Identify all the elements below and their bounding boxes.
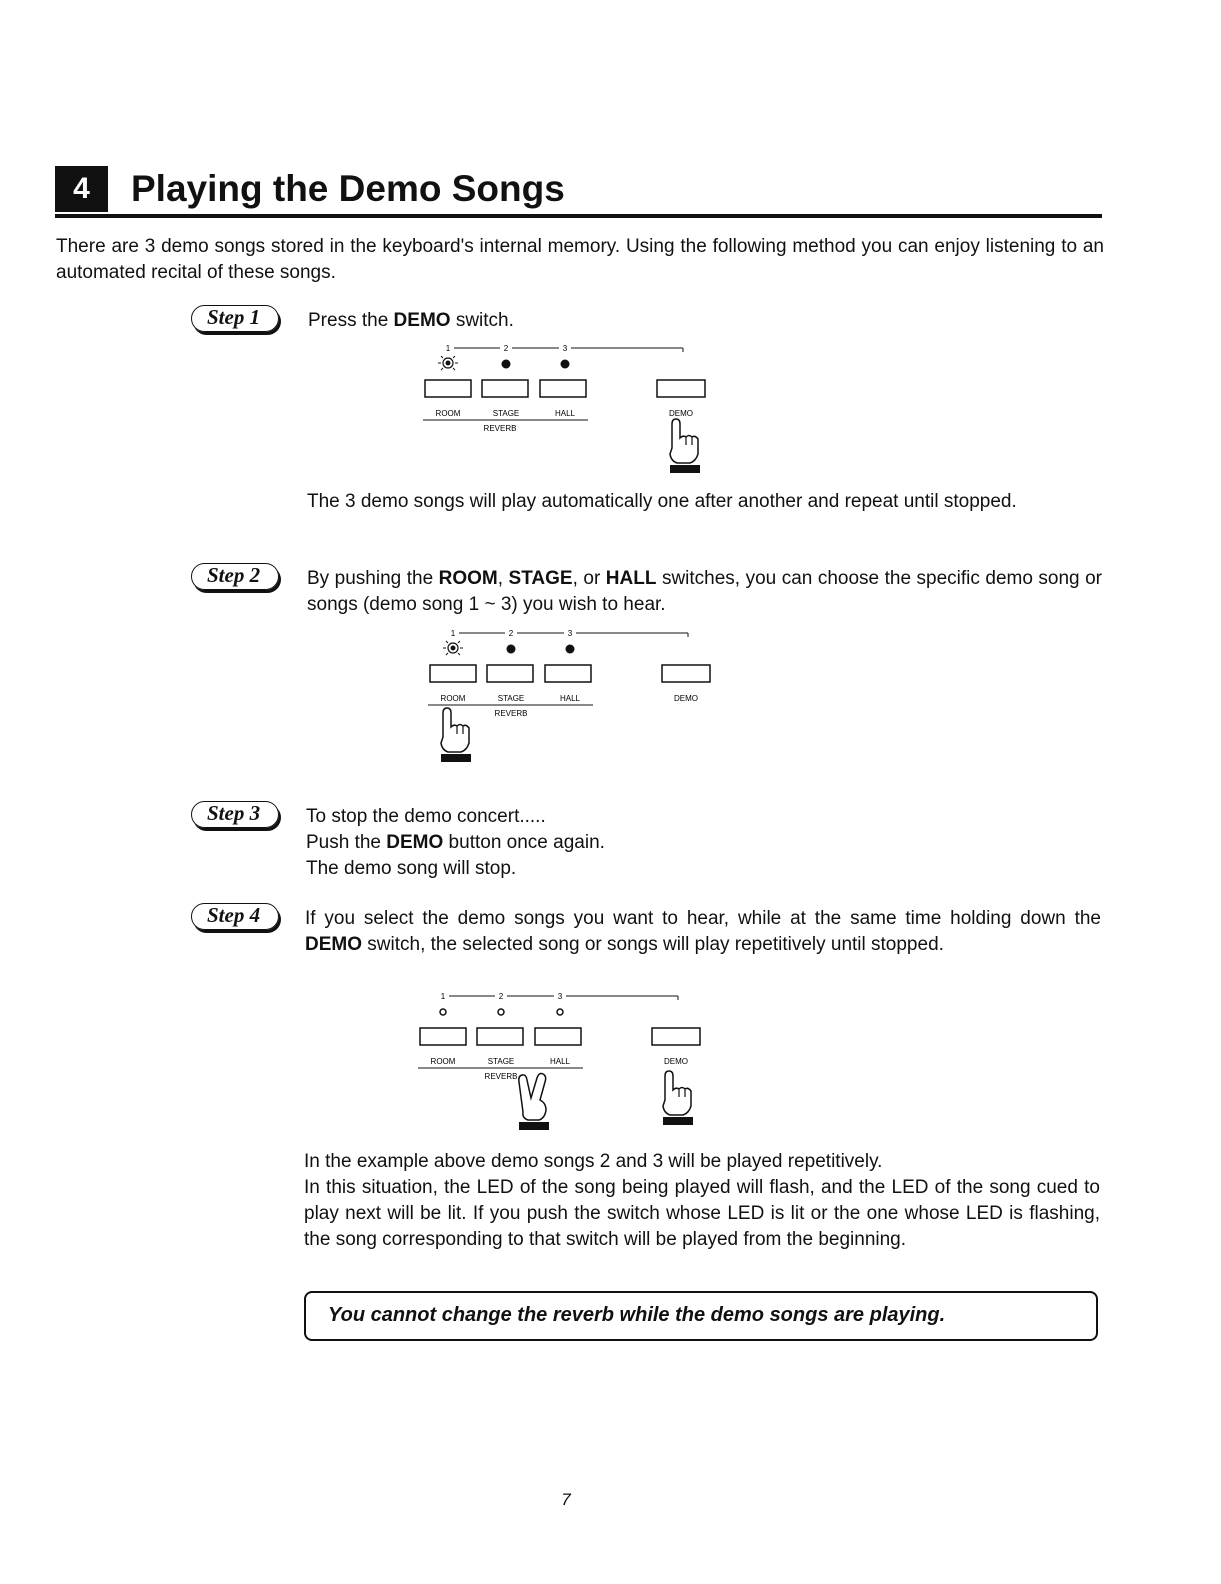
step-3-badge: Step 3 xyxy=(191,801,279,828)
led-number-2: 2 xyxy=(503,344,509,353)
room-button xyxy=(430,665,476,682)
hall-button xyxy=(545,665,591,682)
pressing-hand-icon xyxy=(663,1071,693,1125)
panel-diagram-step-1 xyxy=(420,340,720,485)
hall-label: HALL xyxy=(549,1057,571,1066)
demo-label: DEMO xyxy=(664,1057,688,1066)
section-title: Playing the Demo Songs xyxy=(131,168,565,209)
step-4-instruction: If you select the demo songs you want to hear, while at the same time holding down the DEMO switch, the selected song or songs will play repetitively until stopped. xyxy=(305,908,1101,955)
pressing-hand-icon xyxy=(670,419,700,473)
led-lit-icon xyxy=(502,360,511,369)
step-3-line-2: Push the DEMO button once again. xyxy=(306,832,605,853)
stage-label: STAGE xyxy=(492,409,520,418)
demo-button xyxy=(652,1028,700,1045)
led-lit-icon xyxy=(566,645,575,654)
stage-button xyxy=(477,1028,523,1045)
panel-diagram-step-4 xyxy=(415,988,715,1138)
hall-label: HALL xyxy=(559,694,581,703)
step-3-line-1: To stop the demo concert..... xyxy=(306,806,546,827)
stage-label: STAGE xyxy=(497,694,525,703)
stage-button xyxy=(482,380,528,397)
led-off-icon xyxy=(440,1009,446,1015)
led-flashing-icon xyxy=(443,641,463,655)
room-button xyxy=(420,1028,466,1045)
panel-diagram-step-2 xyxy=(425,625,725,775)
step-3-line-3: The demo song will stop. xyxy=(306,858,517,879)
section-divider xyxy=(55,214,1102,218)
stage-button xyxy=(487,665,533,682)
step-4-example: In the example above demo songs 2 and 3 will be played repetitively. xyxy=(304,1151,883,1172)
led-lit-icon xyxy=(507,645,516,654)
led-flashing-icon xyxy=(438,356,458,370)
led-number-2: 2 xyxy=(508,629,514,638)
pressing-hand-icon xyxy=(441,708,471,762)
led-number-1: 1 xyxy=(445,344,451,353)
led-lit-icon xyxy=(561,360,570,369)
page-number: 7 xyxy=(561,1490,571,1509)
demo-label: DEMO xyxy=(674,694,698,703)
hall-button xyxy=(540,380,586,397)
room-label: ROOM xyxy=(440,694,466,703)
step-1-result: The 3 demo songs will play automatically one after another and repeat until stopped. xyxy=(307,491,1017,512)
intro-paragraph: There are 3 demo songs stored in the keyboard's internal memory. Using the following method you can enjoy listening to an automated recital of these songs. xyxy=(56,236,1104,283)
led-number-1: 1 xyxy=(450,629,456,638)
step-1-badge: Step 1 xyxy=(191,305,279,332)
step-2-instruction: By pushing the ROOM, STAGE, or HALL switches, you can choose the specific demo song or songs (demo song 1 ~ 3) you wish to hear. xyxy=(307,568,1103,615)
led-off-icon xyxy=(498,1009,504,1015)
reverb-label: REVERB xyxy=(483,424,517,433)
step-1-instruction: Press the DEMO switch. xyxy=(308,310,514,331)
step-4-badge: Step 4 xyxy=(191,903,279,930)
stage-label: STAGE xyxy=(487,1057,515,1066)
reverb-label: REVERB xyxy=(484,1072,518,1081)
demo-button xyxy=(662,665,710,682)
led-number-3: 3 xyxy=(562,344,568,353)
demo-button xyxy=(657,380,705,397)
reverb-label: REVERB xyxy=(494,709,528,718)
led-number-3: 3 xyxy=(557,992,563,1001)
hall-label: HALL xyxy=(554,409,576,418)
room-button xyxy=(425,380,471,397)
note-text: You cannot change the reverb while the demo songs are playing. xyxy=(328,1304,946,1326)
section-number: 4 xyxy=(55,166,108,212)
two-finger-hand-icon xyxy=(519,1074,549,1131)
hall-button xyxy=(535,1028,581,1045)
room-label: ROOM xyxy=(435,409,461,418)
led-number-2: 2 xyxy=(498,992,504,1001)
step-4-explanation: In this situation, the LED of the song being played will flash, and the LED of the song cued to play next will be lit. If you push the switch whose LED is lit or the one whose LED is flashing, the song corresponding to that switch will be played from the beginning. xyxy=(304,1177,1100,1250)
led-off-icon xyxy=(557,1009,563,1015)
step-2-badge: Step 2 xyxy=(191,563,279,590)
led-number-1: 1 xyxy=(440,992,446,1001)
room-label: ROOM xyxy=(430,1057,456,1066)
demo-label: DEMO xyxy=(669,409,693,418)
led-number-3: 3 xyxy=(567,629,573,638)
